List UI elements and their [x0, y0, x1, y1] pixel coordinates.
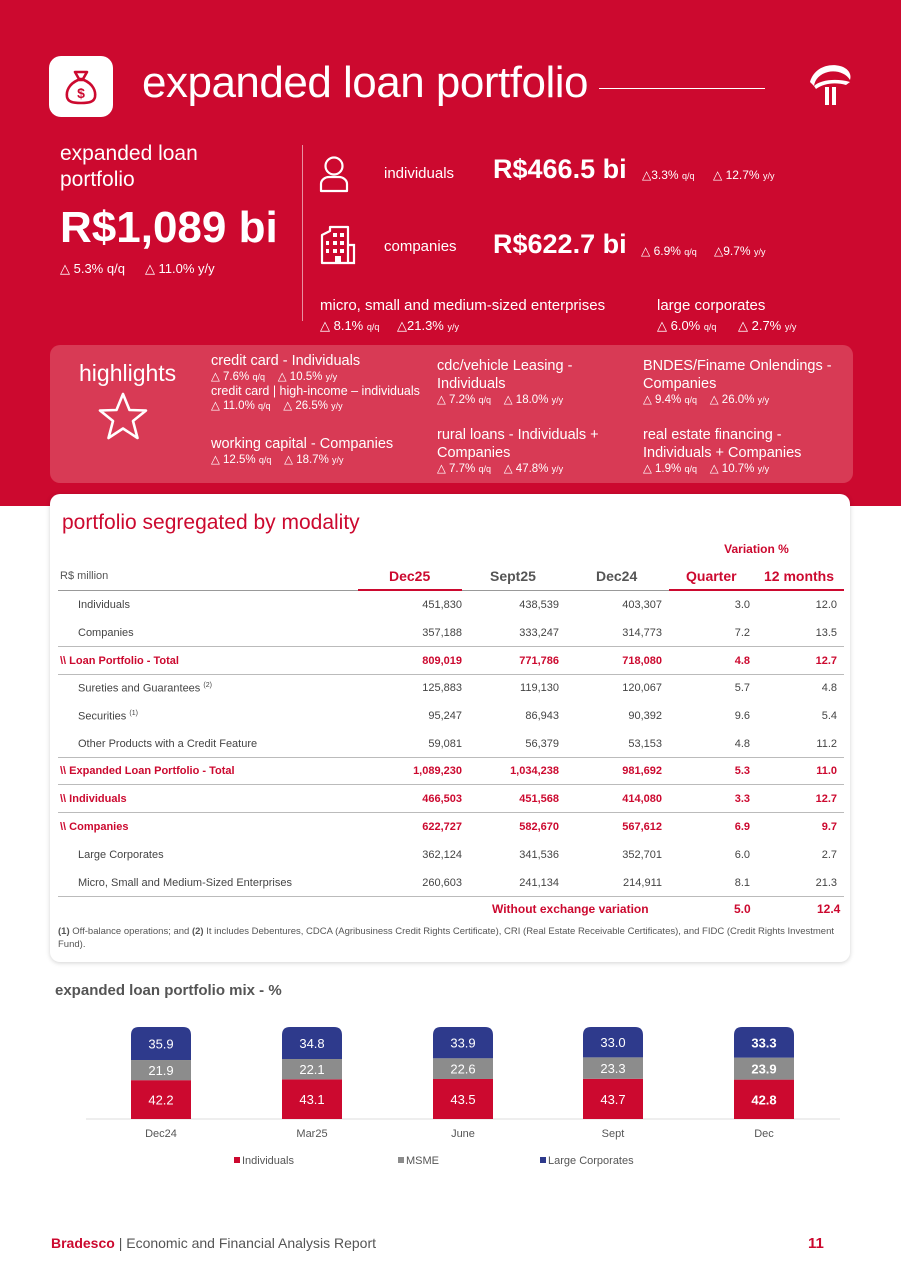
summary-label: expanded loan portfolio: [60, 142, 198, 191]
cell-value: 438,539: [519, 599, 559, 611]
cell-value: 119,130: [520, 682, 559, 694]
highlight-item: credit card | high-income – individuals △ 11.0% q/q △ 26.5% y/y: [211, 384, 420, 412]
data-label: 43.7: [600, 1091, 626, 1107]
footer-report: Bradesco | Economic and Financial Analysis Report: [51, 1235, 377, 1251]
col-sept25: Sept25: [490, 568, 536, 584]
cell-value: 981,692: [622, 765, 662, 777]
highlight-item: cdc/vehicle Leasing - Individuals △ 7.2% q/q △ 18.0% y/y: [437, 358, 573, 406]
row-label: Large Corporates: [78, 849, 164, 861]
data-label: 42.8: [751, 1092, 777, 1108]
table-title: portfolio segregated by modality: [62, 511, 360, 534]
legend-label: Large Corporates: [548, 1155, 634, 1167]
cell-value: 6.9: [734, 821, 750, 833]
highlight-item: BNDES/Finame Onlendings - Companies △ 9.4% q/q △ 26.0% y/y: [643, 358, 832, 406]
data-label: 33.0: [600, 1035, 626, 1051]
cell-value: 718,080: [622, 655, 662, 667]
legend-label: Individuals: [242, 1155, 294, 1167]
cell-value: 5.4: [821, 710, 837, 722]
table-row: [58, 785, 844, 813]
table-row: [58, 591, 844, 619]
individuals-value: R$466.5 bi: [493, 154, 627, 184]
star-icon: [96, 391, 150, 443]
without-exchange-quarter: 5.0: [734, 902, 751, 916]
data-label: 23.3: [600, 1061, 626, 1077]
row-label: \\ Companies: [60, 821, 129, 833]
summary-var-yy: △ 11.0% y/y: [144, 261, 215, 276]
data-label: 21.9: [148, 1063, 174, 1079]
cell-value: 95,247: [428, 710, 462, 722]
legend-label: MSME: [406, 1155, 439, 1167]
cell-value: 11.0: [816, 765, 837, 777]
col-quarter: Quarter: [686, 568, 737, 584]
x-tick-label: June: [451, 1128, 475, 1140]
large-var-yy: △ 2.7% y/y: [738, 318, 797, 333]
bar-stack-june: [433, 1027, 493, 1119]
cell-value: 4.8: [821, 682, 837, 694]
cell-value: 260,603: [422, 877, 462, 889]
data-label: 23.9: [751, 1061, 777, 1077]
large-var-qq: △ 6.0% q/q: [657, 318, 717, 333]
vertical-divider: [302, 145, 303, 321]
table-row: [58, 757, 844, 785]
cell-value: 7.2: [734, 627, 750, 639]
cell-value: 1,034,238: [510, 765, 559, 777]
msme-var-yy: △21.3% y/y: [397, 318, 459, 333]
legend-swatch: [398, 1157, 404, 1163]
bar-stack-mar25: [282, 1027, 342, 1119]
cell-value: 451,568: [519, 793, 559, 805]
cell-value: 333,247: [519, 627, 559, 639]
highlights-title: highlights: [79, 360, 177, 386]
cell-value: 314,773: [622, 627, 662, 639]
cell-value: 352,701: [622, 849, 662, 861]
cell-value: 214,911: [623, 877, 662, 889]
cell-value: 11.2: [816, 738, 837, 750]
cell-value: 56,379: [525, 738, 559, 750]
bar-stack-dec: [734, 1027, 794, 1119]
data-label: 33.3: [751, 1035, 777, 1051]
cell-value: 120,067: [622, 682, 662, 694]
without-exchange-label: Without exchange variation: [492, 902, 649, 916]
data-label: 34.8: [299, 1036, 325, 1052]
table-row: [58, 730, 844, 758]
msme-label: micro, small and medium-sized enterprises: [320, 297, 606, 314]
row-label: Other Products with a Credit Feature: [78, 738, 258, 750]
row-label: Micro, Small and Medium-Sized Enterprises: [78, 877, 292, 889]
highlight-item: working capital - Companies △ 12.5% q/q △ 18.7% y/y: [211, 436, 394, 466]
cell-value: 12.7: [815, 655, 837, 667]
bar-stack-sept: [583, 1027, 643, 1119]
table-row: [58, 674, 844, 702]
portfolio-mix-chart: [0, 1000, 901, 1180]
cell-value: 809,019: [422, 655, 462, 667]
cell-value: 4.8: [734, 655, 750, 667]
cell-value: 622,727: [422, 821, 462, 833]
highlight-item: credit card - Individuals △ 7.6% q/q △ 10.5% y/y: [211, 353, 361, 383]
row-label: Securities: [78, 710, 127, 723]
page-number: 11: [808, 1235, 824, 1252]
msme-var-qq: △ 8.1% q/q: [320, 318, 380, 333]
x-tick-label: Mar25: [296, 1128, 328, 1140]
large-corporates-label: large corporates: [657, 297, 766, 314]
legend-swatch: [540, 1157, 546, 1163]
companies-value: R$622.7 bi: [493, 229, 627, 259]
x-tick-label: Dec24: [145, 1128, 177, 1140]
x-tick-label: Dec: [754, 1128, 774, 1140]
row-label: Individuals: [78, 599, 130, 611]
data-label: 33.9: [450, 1035, 476, 1051]
x-tick-label: Sept: [601, 1128, 625, 1140]
data-label: 22.1: [299, 1062, 325, 1078]
highlight-item: rural loans - Individuals + Companies △ 7.7% q/q △ 47.8% y/y: [437, 427, 599, 475]
companies-label: companies: [384, 238, 457, 255]
legend-swatch: [234, 1157, 240, 1163]
cell-value: 12.7: [815, 793, 837, 805]
cell-value: 582,670: [519, 821, 559, 833]
row-divider: [58, 896, 844, 897]
data-label: 35.9: [148, 1036, 174, 1052]
summary-var-qq: △ 5.3% q/q: [60, 261, 125, 276]
data-label: 22.6: [450, 1061, 476, 1077]
cell-value: 451,830: [422, 599, 462, 611]
row-label: \\ Expanded Loan Portfolio - Total: [60, 765, 235, 777]
cell-value: 357,188: [422, 627, 462, 639]
table-row: [58, 702, 844, 730]
individuals-label: individuals: [384, 165, 455, 182]
data-label: 42.2: [148, 1092, 174, 1108]
cell-value: 6.0: [734, 849, 750, 861]
data-label: 43.1: [299, 1092, 325, 1108]
table-row: [58, 841, 844, 869]
cell-value: 90,392: [628, 710, 662, 722]
row-label: \\ Loan Portfolio - Total: [60, 655, 179, 667]
table-row: [58, 647, 844, 675]
row-label: Sureties and Guarantees: [78, 682, 201, 695]
cell-value: 8.1: [734, 877, 750, 889]
chart-title: expanded loan portfolio mix - %: [55, 982, 282, 999]
cell-value: 771,786: [519, 655, 559, 667]
cell-value: 5.7: [734, 682, 750, 694]
cell-value: 4.8: [734, 738, 750, 750]
cell-value: 2.7: [821, 849, 837, 861]
cell-value: 567,612: [622, 821, 662, 833]
title-rule: [599, 88, 765, 89]
individuals-var-qq: △3.3% q/q: [642, 168, 695, 182]
cell-value: 1,089,230: [413, 765, 462, 777]
data-label: 43.5: [450, 1091, 476, 1107]
section-logo: [49, 56, 113, 117]
table-row: [58, 619, 844, 647]
cell-value: 3.3: [734, 793, 750, 805]
variation-header: Variation %: [724, 542, 789, 556]
companies-var-yy: △9.7% y/y: [714, 244, 766, 258]
cell-value: 362,124: [422, 849, 462, 861]
cell-value: 125,883: [422, 682, 462, 694]
cell-value: 12.0: [815, 599, 837, 611]
cell-value: 13.5: [815, 627, 837, 639]
cell-value: 466,503: [422, 793, 462, 805]
cell-value: 3.0: [734, 599, 750, 611]
cell-value: 5.3: [734, 765, 750, 777]
col-12months: 12 months: [764, 568, 835, 584]
cell-value: 9.7: [821, 821, 837, 833]
cell-value: 241,134: [519, 877, 559, 889]
cell-value: 403,307: [622, 599, 662, 611]
page-title: expanded loan portfolio: [142, 58, 588, 107]
row-label: \\ Individuals: [60, 793, 127, 805]
individuals-var-yy: △ 12.7% y/y: [713, 168, 775, 182]
cell-value: 53,153: [628, 738, 662, 750]
companies-var-qq: △ 6.9% q/q: [641, 244, 697, 258]
cell-value: 21.3: [815, 877, 837, 889]
bradesco-logo-icon: [806, 60, 854, 110]
cell-value: 59,081: [428, 738, 462, 750]
cell-value: 341,536: [519, 849, 559, 861]
bar-stack-dec24: [131, 1027, 191, 1119]
building-icon: [318, 225, 356, 265]
highlight-item: real estate financing - Individuals + Companies △ 1.9% q/q △ 10.7% y/y: [643, 427, 802, 475]
summary-total: R$1,089 bi: [60, 203, 278, 252]
unit-label: R$ million: [60, 570, 109, 582]
table-row: [58, 869, 844, 897]
cell-value: 414,080: [622, 793, 662, 805]
footnote-ref: (2): [203, 682, 212, 689]
table-row: [58, 813, 844, 841]
person-icon: [318, 155, 350, 193]
summary-variations: [60, 261, 215, 277]
cell-value: 86,943: [525, 710, 559, 722]
col-dec24: Dec24: [596, 568, 638, 584]
col-dec25: Dec25: [389, 568, 431, 584]
money-bag-icon: [61, 67, 101, 107]
svg-text:$: $: [77, 84, 85, 101]
footnote-ref: (1): [129, 710, 138, 717]
row-label: Companies: [78, 627, 134, 639]
footnote: (1) Off-balance operations; and (2) It includes Debentures, CDCA (Agribusiness Credit Rights Certificate), CRI (Real Estate Receivable Certificates), and FIDC (Credit Rights Investment Fund).: [58, 926, 835, 950]
without-exchange-months: 12.4: [817, 902, 841, 916]
cell-value: 9.6: [734, 710, 750, 722]
